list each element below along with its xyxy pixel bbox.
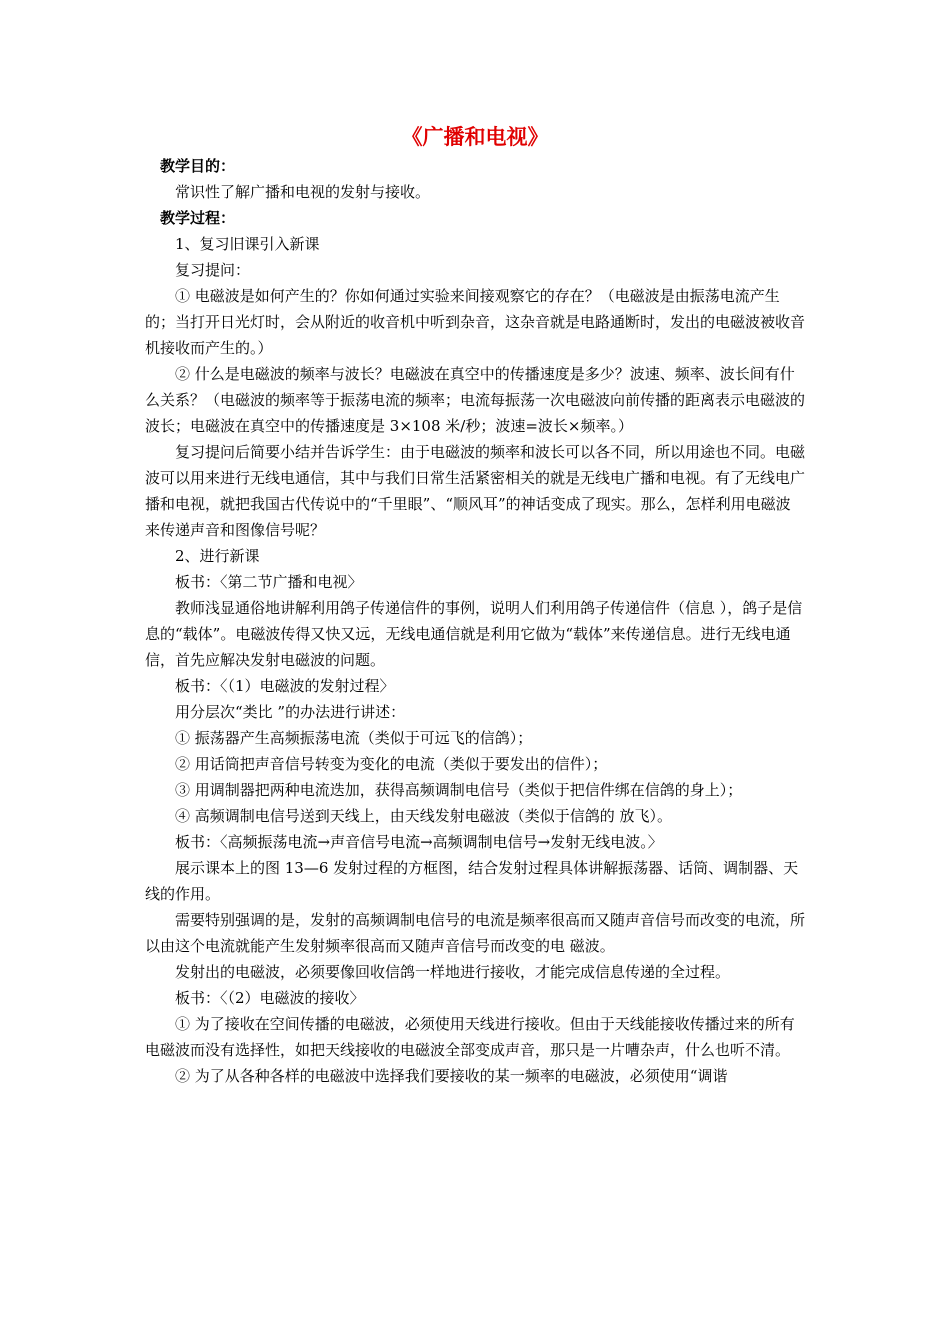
- paragraph-7: 板书：〈第二节广播和电视〉: [175, 573, 363, 591]
- paragraph-2: 复习提问：: [175, 261, 251, 279]
- paragraph-10: 用分层次“类比 ”的办法进行讲述：: [175, 703, 406, 721]
- document-body: [145, 153, 805, 1089]
- heading-teaching-process: 教学过程：: [160, 209, 236, 227]
- paragraph-21: ② 为了从各种各样的电磁波中选择我们要接收的某一频率的电磁波，必须使用“调谐: [175, 1067, 728, 1085]
- heading-teaching-goal: 教学目的：: [160, 157, 236, 175]
- paragraph-12: ② 用话筒把声音信号转变为变化的电流（类似于要发出的信件）；: [175, 755, 608, 773]
- paragraph-3: ① 电磁波是如何产生的？你如何通过实验来间接观察它的存在？（电磁波是由振荡电流产生的；当打开日光灯时，会从附近的收音机中听到杂音，这杂音就是电路通断时，发出的电磁波被收音机接收而产生的。）: [145, 287, 806, 357]
- paragraph-1: 1、复习旧课引入新课: [175, 235, 320, 253]
- paragraph-11: ① 振荡器产生高频振荡电流（类似于可远飞的信鸽）；: [175, 729, 533, 747]
- document-title: 《广播和电视》: [401, 125, 549, 149]
- paragraph-18: 发射出的电磁波，必须要像回收信鸽一样地进行接收，才能完成信息传递的全过程。: [175, 963, 731, 981]
- paragraph-16: 展示课本上的图 13—6 发射过程的方框图，结合发射过程具体讲解振荡器、话筒、调制器、天线的作用。: [145, 859, 799, 903]
- paragraph-15: 板书：〈高频振荡电流→声音信号电流→高频调制电信号→发射无线电波。〉: [175, 833, 663, 851]
- paragraph-19: 板书：〈（2）电磁波的接收〉: [175, 989, 365, 1007]
- paragraph-5: 复习提问后简要小结并告诉学生：由于电磁波的频率和波长可以各不同，所以用途也不同。电磁波可以用来进行无线电通信，其中与我们日常生活紧密相关的就是无线电广播和电视。有了无线电广播和电视，就把我国古代传说中的“千里眼”、“顺风耳”的神话变成了现实。那么，怎样利用电磁波来传递声音和图像信号呢？: [145, 443, 806, 539]
- paragraph-13: ③ 用调制器把两种电流迭加，获得高频调制电信号（类似于把信件绑在信鸽的身上）；: [175, 781, 743, 799]
- paragraph-6: 2、进行新课: [175, 547, 260, 565]
- paragraph-9: 板书：〈（1）电磁波的发射过程〉: [175, 677, 395, 695]
- paragraph-8: 教师浅显通俗地讲解利用鸽子传递信件的事例，说明人们利用鸽子传递信件（信息 ），鸽子是信息的“载体”。电磁波传得又快又远，无线电通信就是利用它做为“载体”来传递信息。进行无线电通信，首先应解决发射电磁波的问题。: [145, 599, 803, 669]
- paragraph-20: ① 为了接收在空间传播的电磁波，必须使用天线进行接收。但由于天线能接收传播过来的所有电磁波而没有选择性，如把天线接收的电磁波全部变成声音，那只是一片嘈杂声，什么也听不清。: [145, 1015, 795, 1059]
- paragraph-4: ② 什么是电磁波的频率与波长？电磁波在真空中的传播速度是多少？波速、频率、波长间有什么关系？（电磁波的频率等于振荡电流的频率；电流每振荡一次电磁波向前传播的距离表示电磁波的波长；电磁波在真空中的传播速度是 3×108 米/秒；波速=波长×频率。）: [145, 365, 806, 435]
- paragraph-17: 需要特别强调的是，发射的高频调制电信号的电流是频率很高而又随声音信号而改变的电流，所以由这个电流就能产生发射频率很高而又随声音信号而改变的电 磁波。: [145, 911, 806, 955]
- paragraph-goal: 常识性了解广播和电视的发射与接收。: [175, 183, 431, 201]
- paragraph-14: ④ 高频调制电信号送到天线上，由天线发射电磁波（类似于信鸽的 放飞）。: [175, 807, 673, 825]
